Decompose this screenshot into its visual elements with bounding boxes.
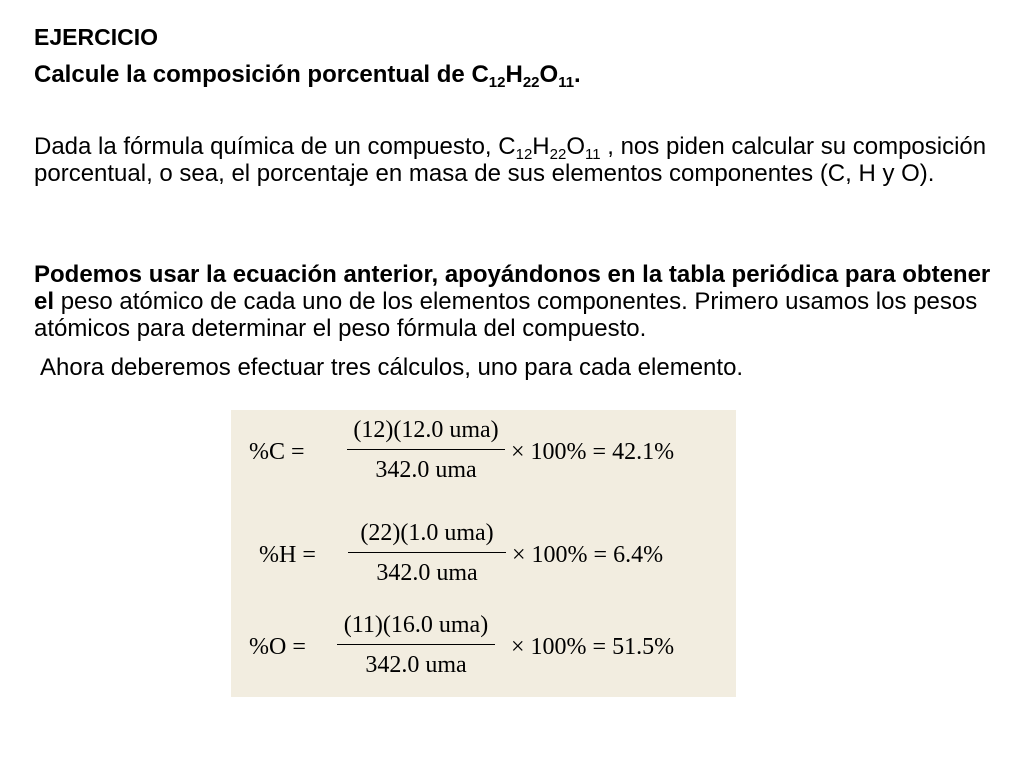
title-formula: $C_{12}H_{22}O_{11}$: [471, 61, 575, 91]
equation-rhs: × 100% = 42.1%: [511, 439, 675, 465]
compound-formula: $C_{12}H_{22}O_{11}$: [498, 133, 601, 163]
equation-carbon: [231, 413, 736, 495]
equation-lhs: %H =: [259, 542, 316, 568]
equation-lhs: %C =: [249, 439, 305, 465]
fraction-denominator: 342.0 uma: [376, 560, 478, 586]
fraction-bar: [348, 552, 506, 553]
equation-box: [231, 410, 736, 697]
fraction-bar: [347, 449, 505, 450]
fraction-bar: [337, 644, 495, 645]
equation-lhs: %O =: [249, 634, 306, 660]
paragraph-2-normal: peso atómico de cada uno de los elementos componentes. Primero usamos los pesos atómicos para determinar el peso fórmula del compuesto.: [34, 288, 978, 342]
paragraph-2-bold: Podemos usar la ecuación anterior, apoyándonos en la tabla periódica para obtener el: [34, 261, 991, 315]
title-text: Calcule la composición porcentual de: [34, 61, 465, 88]
paragraph-3: Ahora deberemos efectuar tres cálculos, uno para cada elemento.: [40, 354, 744, 381]
equation-hydrogen: [231, 516, 736, 598]
equation-oxygen: [231, 608, 736, 690]
equation-fraction: [337, 608, 495, 682]
fraction-denominator: 342.0 uma: [375, 457, 477, 483]
fraction-denominator: 342.0 uma: [365, 652, 467, 678]
paragraph-1: Dada la fórmula química de un compuesto, $C_{12}H_{22}O_{11}$ , nos piden calcular su composición porcentual, o sea, el porcentaje en masa de sus elementos componentes (C, H y O).: [34, 133, 987, 187]
exercise-title: Calcule la composición porcentual de $C_{12}H_{22}O_{11}$.: [34, 61, 581, 91]
fraction-numerator: (22)(1.0 uma): [360, 520, 494, 546]
fraction-numerator: (11)(16.0 uma): [343, 612, 489, 638]
equation-fraction: [348, 516, 506, 590]
equation-rhs: × 100% = 51.5%: [511, 634, 675, 660]
exercise-heading: EJERCICIO: [34, 24, 158, 50]
fraction-numerator: (12)(12.0 uma): [353, 417, 499, 443]
paragraph-2: [34, 261, 994, 342]
equation-rhs: × 100% = 6.4%: [512, 542, 664, 568]
equation-fraction: [347, 413, 505, 487]
